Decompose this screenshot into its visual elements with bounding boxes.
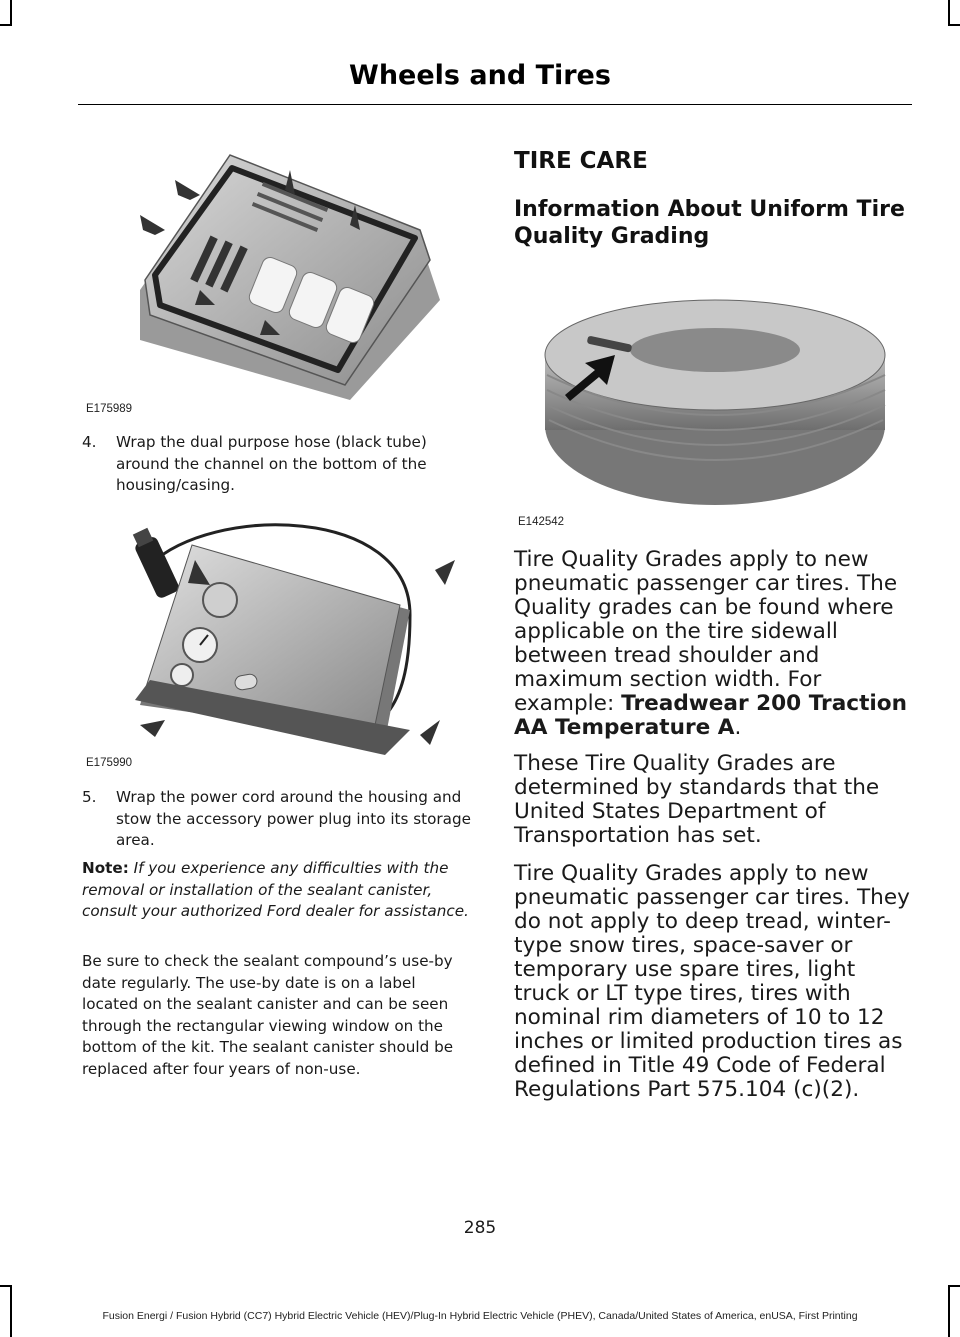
step-5	[82, 787, 476, 852]
crop-mark	[10, 0, 12, 26]
body-paragraph	[514, 548, 914, 740]
crop-mark	[0, 24, 12, 26]
footer: Fusion Energi / Fusion Hybrid (CC7) Hybrid Electric Vehicle (HEV)/Plug-In Hybrid Electric Vehicle (PHEV), Canada/United States of America, enUSA, First Printing	[102, 1310, 858, 1322]
step-text: Wrap the power cord around the housing and stow the accessory power plug into its storage area.	[116, 788, 471, 849]
step-4	[82, 432, 476, 497]
figure-code: E175990	[86, 757, 133, 769]
body-paragraph: These Tire Quality Grades are determined by standards that the United States Department of Transportation has set.	[514, 751, 880, 848]
note-label: Note:	[82, 859, 129, 877]
figure-code: E175989	[86, 403, 133, 415]
crop-mark	[0, 1285, 12, 1287]
crop-mark	[948, 24, 960, 26]
body-text: .	[734, 715, 742, 740]
crop-mark	[948, 0, 950, 26]
step-text: Wrap the dual purpose hose (black tube) around the channel on the bottom of the housing/casing.	[116, 433, 427, 494]
note-text: If you experience any difficulties with the removal or installation of the sealant canister, consult your authorized Ford dealer for assistance.	[82, 859, 469, 920]
step-number: 5.	[82, 788, 97, 806]
grade-example: Treadwear 200 Traction AA Temperature A	[514, 691, 908, 740]
note	[82, 858, 476, 923]
body-text: Tire Quality Grades apply to new pneumatic passenger car tires. The Quality grades can be found where applicable on the tire sidewall between tread shoulder and maximum section width. For example:	[514, 547, 898, 716]
step-number: 4.	[82, 433, 97, 451]
subsection-heading: Information About Uniform Tire Quality Grading	[514, 197, 905, 249]
figure-code: E142542	[518, 516, 565, 528]
section-heading: TIRE CARE	[514, 148, 648, 174]
body-paragraph: Tire Quality Grades apply to new pneumatic passenger car tires. They do not apply to deep tread, winter-type snow tires, space-saver or temporary use spare tires, light truck or LT type tires, tires with nominal rim diameters of 10 to 12 inches or limited production tires as defined in Title 49 Code of Federal Regulations Part 575.104 (c)(2).	[514, 861, 910, 1102]
page-number: 285	[463, 1218, 497, 1238]
crop-mark	[948, 1285, 960, 1287]
figure-kit-bottom	[120, 140, 450, 410]
page-title: Wheels and Tires	[349, 60, 611, 91]
figure-tire	[535, 295, 890, 510]
body-paragraph: Be sure to check the sealant compound’s use-by date regularly. The use-by date is on a label located on the sealant canister and can be seen through the rectangular viewing window on the bottom of the kit. The sealant canister should be replaced after four years of non-use.	[82, 952, 454, 1078]
header-divider	[78, 104, 912, 105]
figure-compressor	[110, 505, 480, 760]
